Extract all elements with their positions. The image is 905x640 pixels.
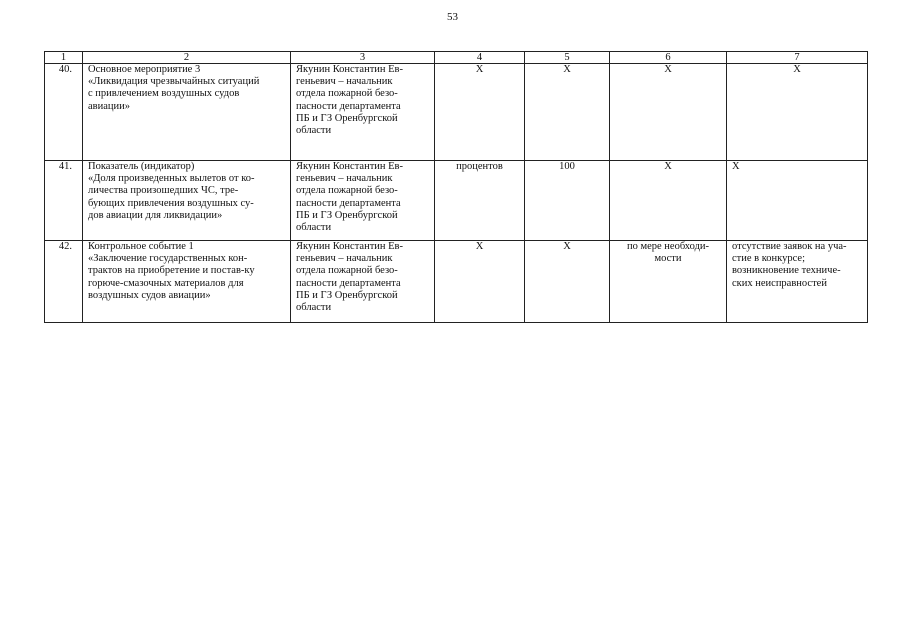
table-row: [45, 161, 868, 241]
row-cell-6: по мере необходи- мости: [610, 241, 727, 323]
column-header: 2: [83, 52, 291, 64]
column-header: 1: [45, 52, 83, 64]
row-cell-5: Х: [525, 64, 610, 161]
row-responsible: Якунин Константин Ев- геньевич – начальник отдела пожарной безо- пасности департамента ПБ и ГЗ Оренбургской области: [291, 241, 435, 323]
row-cell-6: Х: [610, 64, 727, 161]
row-cell-6: Х: [610, 161, 727, 241]
row-cell-7: отсутствие заявок на уча- стие в конкурсе; возникновение техниче- ских неисправностей: [727, 241, 868, 323]
row-number: 41.: [45, 161, 83, 241]
row-number: 42.: [45, 241, 83, 323]
page-number: 53: [447, 11, 458, 23]
table-header-row: [45, 52, 868, 64]
row-name: Контрольное событие 1 «Заключение государственных кон- трактов на приобретение и постав-ку горюче-смазочных материалов для воздушных судов авиации»: [83, 241, 291, 323]
table-row: [45, 241, 868, 323]
row-cell-4: Х: [435, 64, 525, 161]
row-name: Показатель (индикатор) «Доля произведенных вылетов от ко- личества произошедших ЧС, тре- бующих привлечения воздушных су- дов авиации для ликвидации»: [83, 161, 291, 241]
column-header: 7: [727, 52, 868, 64]
row-cell-4: Х: [435, 241, 525, 323]
row-cell-4: процентов: [435, 161, 525, 241]
column-header: 4: [435, 52, 525, 64]
column-header: 6: [610, 52, 727, 64]
table-row: [45, 64, 868, 161]
row-cell-7: Х: [727, 161, 868, 241]
row-cell-7: Х: [727, 64, 868, 161]
row-cell-5: 100: [525, 161, 610, 241]
row-responsible: Якунин Константин Ев- геньевич – начальник отдела пожарной безо- пасности департамента ПБ и ГЗ Оренбургской области: [291, 64, 435, 161]
column-header: 5: [525, 52, 610, 64]
row-name: Основное мероприятие 3 «Ликвидация чрезвычайных ситуаций с привлечением воздушных судов авиации»: [83, 64, 291, 161]
column-header: 3: [291, 52, 435, 64]
document-table: [44, 51, 868, 323]
row-number: 40.: [45, 64, 83, 161]
row-responsible: Якунин Константин Ев- геньевич – начальник отдела пожарной безо- пасности департамента ПБ и ГЗ Оренбургской области: [291, 161, 435, 241]
row-cell-5: Х: [525, 241, 610, 323]
